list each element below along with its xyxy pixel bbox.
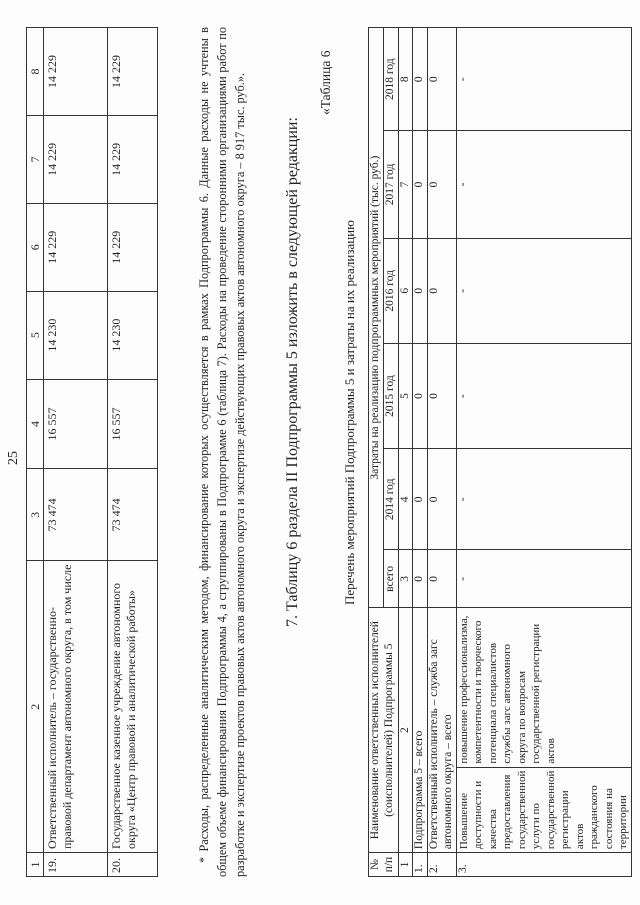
cell-value: - [456,449,631,550]
cell-value: - [456,343,631,448]
section-heading: 7. Таблицу 6 раздела II Подпрограммы 5 изложить в следующей редакции: [284,117,301,627]
cell-value: - [456,550,631,608]
cell-value: 14 229 [44,203,108,291]
cell-value: 0 [413,131,428,238]
row-number: 1. [413,853,428,877]
index-cell: 4 [398,449,413,550]
row-name: Подпрограмма 5 – всего [413,608,428,853]
cell-value: 14 230 [108,291,158,379]
table-row [456,28,631,877]
header-name: Наименование ответственных исполнителей (соисполнителей) Подпрограммы 5 [369,608,399,853]
index-cell: 1 [398,853,413,877]
table-number: «Таблица 6 [318,50,333,115]
row-name: Государственное казенное учреждение автономного округа «Центр правовой и аналитической работы» [108,561,158,853]
cell-value: 14 229 [108,203,158,291]
cell-value: 0 [428,131,457,238]
header-year: 2015 год [383,343,398,448]
table-header-row [27,28,44,877]
header-cell: 8 [27,28,44,116]
header-costs: Затраты на реализацию подпрограммных мероприятий (тыс. руб.) [369,28,384,608]
table-row [428,28,457,877]
index-cell: 5 [398,343,413,448]
cell-value: 0 [413,449,428,550]
cell-value: 0 [428,238,457,343]
index-cell: 6 [398,238,413,343]
header-year: 2018 год [383,28,398,131]
cell-value: 14 230 [44,291,108,379]
table-row [44,28,108,877]
cell-value: 0 [413,238,428,343]
cell-value: 0 [428,550,457,608]
cell-value: - [456,238,631,343]
header-year: 2014 год [383,449,398,550]
row-number: 2. [428,853,457,877]
row-name: Ответственный исполнитель – служба загс автономного округа – всего [428,608,457,853]
cell-value: - [456,131,631,238]
index-cell: 3 [398,550,413,608]
header-cell: 5 [27,291,44,379]
cell-value: 0 [428,343,457,448]
footnote: * Расходы, распределенные аналитическим методом, финансирование которых осуществляется в рамках Подпрограммы 6. Данные расходы не учтены в общем объеме финансирования Подпрограммы 4, а сгруппированы в Подпрограмме 6 (таблица 7). Расходы на проведение сторонними организациями работ по разработке и экспертизе проектов правовых актов автономного округа и экспертизе действующих правовых актов автономного округа – 8 917 тыс. руб.». [197,27,247,877]
cell-value: 0 [413,28,428,131]
cell-value: 14 229 [44,28,108,116]
row-number: 19. [44,853,108,877]
cell-value: 16 557 [108,379,158,469]
cell-value: 73 474 [44,469,108,561]
row-goal: Повышение доступности и качества предоставления государственной услуги по государственной регистрации актов гражданского состояния на территории [456,767,631,852]
header-year: 2017 год [383,131,398,238]
header-cell: 3 [27,469,44,561]
cell-value: - [456,28,631,131]
cell-value: 0 [428,449,457,550]
header-cell: 7 [27,115,44,203]
cell-value: 14 229 [108,115,158,203]
header-year: 2016 год [383,238,398,343]
table-header-row [369,28,384,877]
header-cell: 1 [27,853,44,877]
header-cell: 2 [27,561,44,853]
table-caption: Перечень мероприятий Подпрограммы 5 и затраты на их реализацию [342,220,357,605]
table-index-row [398,28,413,877]
page-number: 25 [6,451,21,465]
cell-value: 0 [428,28,457,131]
index-cell: 7 [398,131,413,238]
header-cell: 4 [27,379,44,469]
row-number: 3. [456,853,631,877]
cell-value: 16 557 [44,379,108,469]
row-task: повышение профессионализма, компетентности и творческого потенциала специалистов службы загс автономного округа по вопросам государственной регистрации актов [456,608,631,767]
table-row [413,28,428,877]
cell-value: 0 [413,550,428,608]
header-number: № п/п [369,853,399,877]
index-cell: 8 [398,28,413,131]
cell-value: 14 229 [108,28,158,116]
cell-value: 14 229 [44,115,108,203]
measures-table [368,27,632,877]
cell-value: 73 474 [108,469,158,561]
cell-value: 0 [413,343,428,448]
table-row [108,28,158,877]
header-total: всего [383,550,398,608]
row-number: 20. [108,853,158,877]
row-name: Ответственный исполнитель – государственно-правовой департамент автономного округа, в том числе [44,561,108,853]
index-cell: 2 [398,608,413,853]
expenses-table-continued [26,27,158,877]
header-cell: 6 [27,203,44,291]
